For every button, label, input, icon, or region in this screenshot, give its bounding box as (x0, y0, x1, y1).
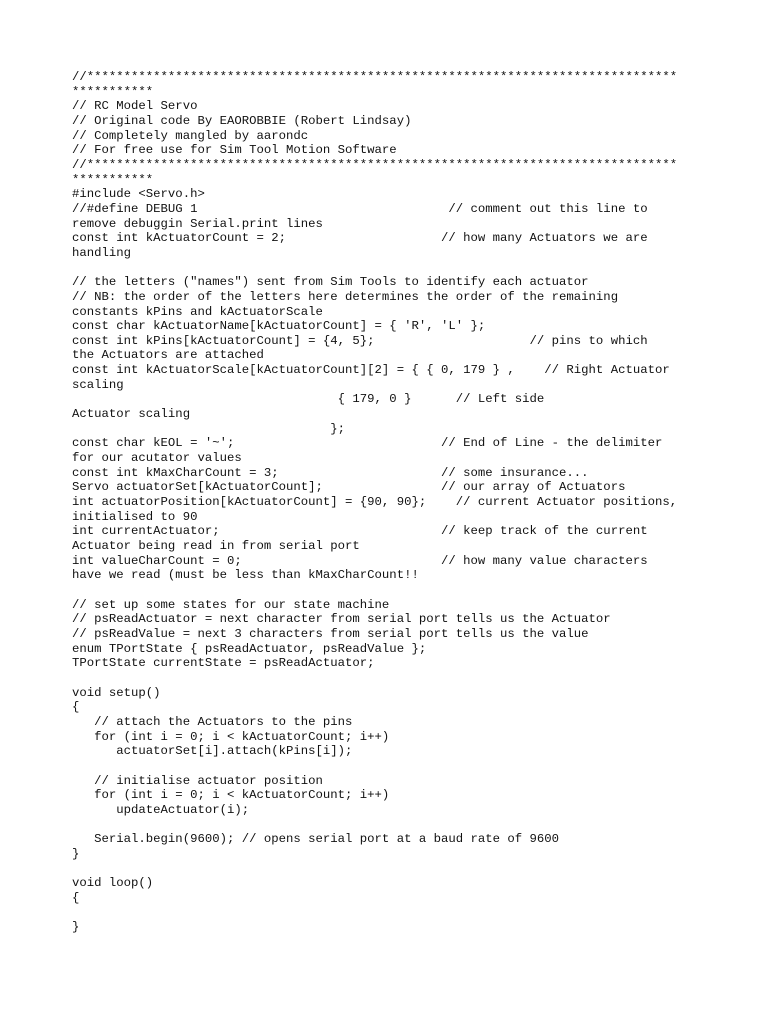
code-line: // psReadActuator = next character from serial port tells us the Actuator (72, 612, 611, 627)
code-line: *********** (72, 84, 154, 99)
code-line: scaling (72, 377, 124, 392)
code-line: { 179, 0 } // Left side (72, 392, 545, 407)
code-line: Serial.begin(9600); // opens serial port at a baud rate of 9600 (72, 832, 560, 847)
code-line: const int kMaxCharCount = 3; // some insurance... (72, 465, 589, 480)
code-line: // the letters ("names") sent from Sim Tools to identify each actuator (72, 275, 589, 290)
code-line: // Original code By EAOROBBIE (Robert Lindsay) (72, 113, 412, 128)
code-line: const int kActuatorScale[kActuatorCount][2] = { { 0, 179 } , // Right Actuator (72, 363, 670, 378)
code-line: for (int i = 0; i < kActuatorCount; i++) (72, 729, 390, 744)
code-line: #include <Servo.h> (72, 187, 205, 202)
code-line: //******************************************************************************** (72, 157, 678, 172)
code-line: } (72, 920, 80, 935)
code-line (72, 671, 752, 686)
code-line: //#define DEBUG 1 // comment out this line to (72, 201, 648, 216)
code-line: Actuator scaling (72, 407, 191, 422)
code-line: the Actuators are attached (72, 348, 264, 363)
code-line (72, 817, 752, 832)
code-line (72, 759, 752, 774)
code-line: const int kPins[kActuatorCount] = {4, 5}; // pins to which (72, 333, 648, 348)
code-line (72, 583, 752, 598)
code-line: constants kPins and kActuatorScale (72, 304, 323, 319)
code-line: initialised to 90 (72, 509, 198, 524)
code-line: TPortState currentState = psReadActuator; (72, 656, 375, 671)
code-line (72, 861, 752, 876)
code-line: // For free use for Sim Tool Motion Software (72, 143, 397, 158)
code-line: const char kEOL = '~'; // End of Line - the delimiter (72, 436, 663, 451)
code-line: for our acutator values (72, 451, 242, 466)
code-document (72, 70, 752, 935)
code-line: void setup() (72, 685, 161, 700)
code-line: int valueCharCount = 0; // how many value characters (72, 553, 648, 568)
code-line: // set up some states for our state machine (72, 597, 390, 612)
code-line: int actuatorPosition[kActuatorCount] = {90, 90}; // current Actuator positions, (72, 495, 678, 510)
code-line: for (int i = 0; i < kActuatorCount; i++) (72, 788, 390, 803)
code-line: enum TPortState { psReadActuator, psReadValue }; (72, 641, 427, 656)
code-line: *********** (72, 172, 154, 187)
code-line: updateActuator(i); (72, 802, 250, 817)
code-line: { (72, 890, 80, 905)
code-line (72, 905, 752, 920)
code-line: have we read (must be less than kMaxCharCount!! (72, 568, 419, 583)
code-line: //******************************************************************************** (72, 70, 678, 84)
code-line (72, 261, 752, 276)
code-line: const char kActuatorName[kActuatorCount] = { 'R', 'L' }; (72, 319, 486, 334)
code-line: // attach the Actuators to the pins (72, 714, 353, 729)
code-line: handling (72, 245, 132, 260)
code-line: void loop() (72, 876, 154, 891)
code-line: actuatorSet[i].attach(kPins[i]); (72, 744, 353, 759)
code-line: // NB: the order of the letters here determines the order of the remaining (72, 289, 619, 304)
code-line: Actuator being read in from serial port (72, 539, 360, 553)
code-line: // RC Model Servo (72, 99, 198, 114)
code-line: } (72, 846, 80, 861)
code-line: { (72, 700, 80, 715)
code-line: remove debuggin Serial.print lines (72, 216, 323, 231)
code-line: // Completely mangled by aarondc (72, 128, 309, 143)
code-line: }; (72, 421, 346, 436)
code-line: Servo actuatorSet[kActuatorCount]; // our array of Actuators (72, 480, 626, 495)
code-line: // initialise actuator position (72, 773, 323, 788)
code-line: // psReadValue = next 3 characters from serial port tells us the value (72, 626, 589, 641)
code-line: const int kActuatorCount = 2; // how many Actuators we are (72, 231, 648, 246)
code-line: int currentActuator; // keep track of the current (72, 524, 648, 539)
